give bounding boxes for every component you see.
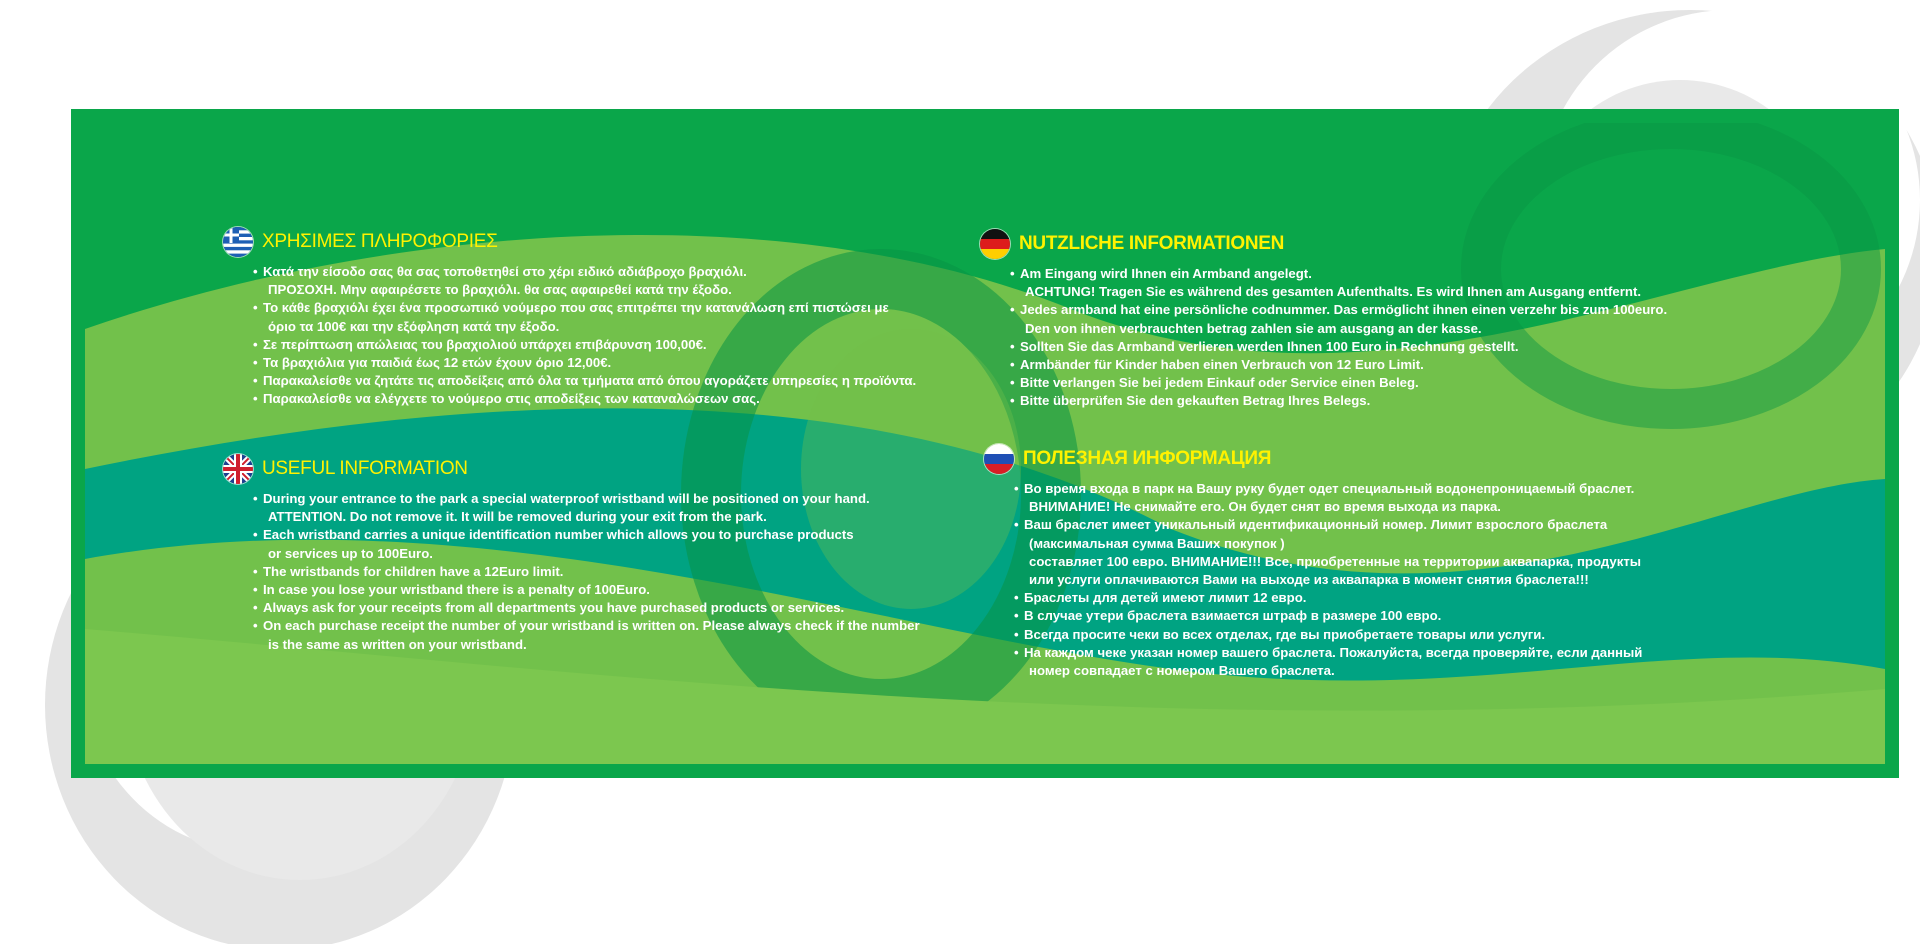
list-item: • Sollten Sie das Armband verlieren werden Ihnen 100 Euro in Rechnung gestellt.: [1010, 338, 1667, 356]
list-item: • In case you lose your wristband there is a penalty of 100Euro.: [253, 581, 920, 599]
section-title-greek: ΧΡΗΣΙΜΕΣ ΠΛΗΡΟΦΟΡΙΕΣ: [262, 231, 498, 252]
list-item: • В случае утери браслета взимается штраф в размере 100 евро.: [1014, 607, 1642, 625]
list-item: • Τα βραχιόλια για παιδιά έως 12 ετών έχουν όριο 12,00€.: [253, 354, 916, 372]
section-english: [223, 454, 920, 654]
list-item: • Bitte überprüfen Sie den gekauften Betrag Ihres Belegs.: [1010, 392, 1667, 410]
list-item: • Во время входа в парк на Вашу руку будет одет специальный водонепроницаемый браслет. ВНИМАНИЕ! Не снимайте его. Он будет снят во время выхода из парка.: [1014, 480, 1642, 516]
list-item: • Σε περίπτωση απώλειας του βραχιολιού υπάρχει επιβάρυνση 100,00€.: [253, 336, 916, 354]
list-item: • На каждом чеке указан номер вашего браслета. Пожалуйста, всегда проверяйте, если данный номер совпадает с номером Вашего браслета.: [1014, 644, 1642, 680]
russia-flag-icon: [984, 444, 1014, 474]
list-item: • Κατά την είσοδο σας θα σας τοποθετηθεί στο χέρι ειδικό αδιάβροχο βραχιόλι. ΠΡΟΣΟΧΗ. Μην αφαιρέσετε το βραχιόλι. θα σας αφαιρεθεί κατά την έξοδο.: [253, 263, 916, 299]
list-item: • The wristbands for children have a 12Euro limit.: [253, 563, 920, 581]
info-list-russian: [1014, 480, 1642, 680]
list-item: • During your entrance to the park a special waterproof wristband will be positioned on your hand. ATTENTION. Do not remove it. It will be removed during your exit from the park.: [253, 490, 920, 526]
germany-flag-icon: [980, 229, 1010, 259]
list-item: • Always ask for your receipts from all departments you have purchased products or services.: [253, 599, 920, 617]
section-title-german: NUTZLICHE INFORMATIONEN: [1019, 233, 1285, 254]
list-item: • Am Eingang wird Ihnen ein Armband angelegt. ACHTUNG! Tragen Sie es während des gesamten Aufenthalts. Es wird Ihnen am Ausgang entfernt.: [1010, 265, 1667, 301]
uk-flag-icon: [223, 454, 253, 484]
list-item: • Bitte verlangen Sie bei jedem Einkauf oder Service einen Beleg.: [1010, 374, 1667, 392]
list-item: • Jedes armband hat eine persönliche codnummer. Das ermöglicht ihnen einen verzehr bis zum 100euro. Den von ihnen verbrauchten betrag zahlen sie am ausgang an der kasse.: [1010, 301, 1667, 337]
list-item: • Παρακαλείσθε να ζητάτε τις αποδείξεις από όλα τα τμήματα από όπου αγοράζετε υπηρεσίες η προϊόντα.: [253, 372, 916, 390]
list-item: • On each purchase receipt the number of your wristband is written on. Please always check if the number is the same as written on your wristband.: [253, 617, 920, 653]
section-title-russian: ПОЛЕЗНАЯ ИНФОРМАЦИЯ: [1023, 448, 1272, 469]
list-item: • Armbänder für Kinder haben einen Verbrauch von 12 Euro Limit.: [1010, 356, 1667, 374]
info-panel: [71, 109, 1899, 778]
list-item: • Το κάθε βραχιόλι έχει ένα προσωπικό νούμερο που σας επιτρέπει την κατανάλωση επί πιστώσει με όριο τα 100€ και την εξόφληση κατά την έξοδο.: [253, 299, 916, 335]
section-russian: [984, 444, 1642, 680]
list-item: • Each wristband carries a unique identification number which allows you to purchase products or services up to 100Euro.: [253, 526, 920, 562]
list-item: • Παρακαλείσθε να ελέγχετε το νούμερο στις αποδείξεις των καταναλώσεων σας.: [253, 390, 916, 408]
list-item: • Браслеты для детей имеют лимит 12 евро.: [1014, 589, 1642, 607]
info-list-german: [1010, 265, 1667, 411]
info-list-english: [253, 490, 920, 654]
list-item: • Всегда просите чеки во всех отделах, где вы приобретаете товары или услуги.: [1014, 626, 1642, 644]
info-list-greek: [253, 263, 916, 409]
section-greek: [223, 227, 916, 409]
list-item: • Ваш браслет имеет уникальный идентификационный номер. Лимит взрослого браслета (максимальная сумма Ваших покупок ) составляет 100 евро. ВНИМАНИЕ!!! Все, приобретенные на территории аквапарка, продукты или услуги оплачиваются Вами на выходе из аквапарка в момент снятия браслета!!!: [1014, 516, 1642, 589]
greece-flag-icon: [223, 227, 253, 257]
section-german: [980, 229, 1667, 411]
section-title-english: USEFUL INFORMATION: [262, 458, 468, 479]
